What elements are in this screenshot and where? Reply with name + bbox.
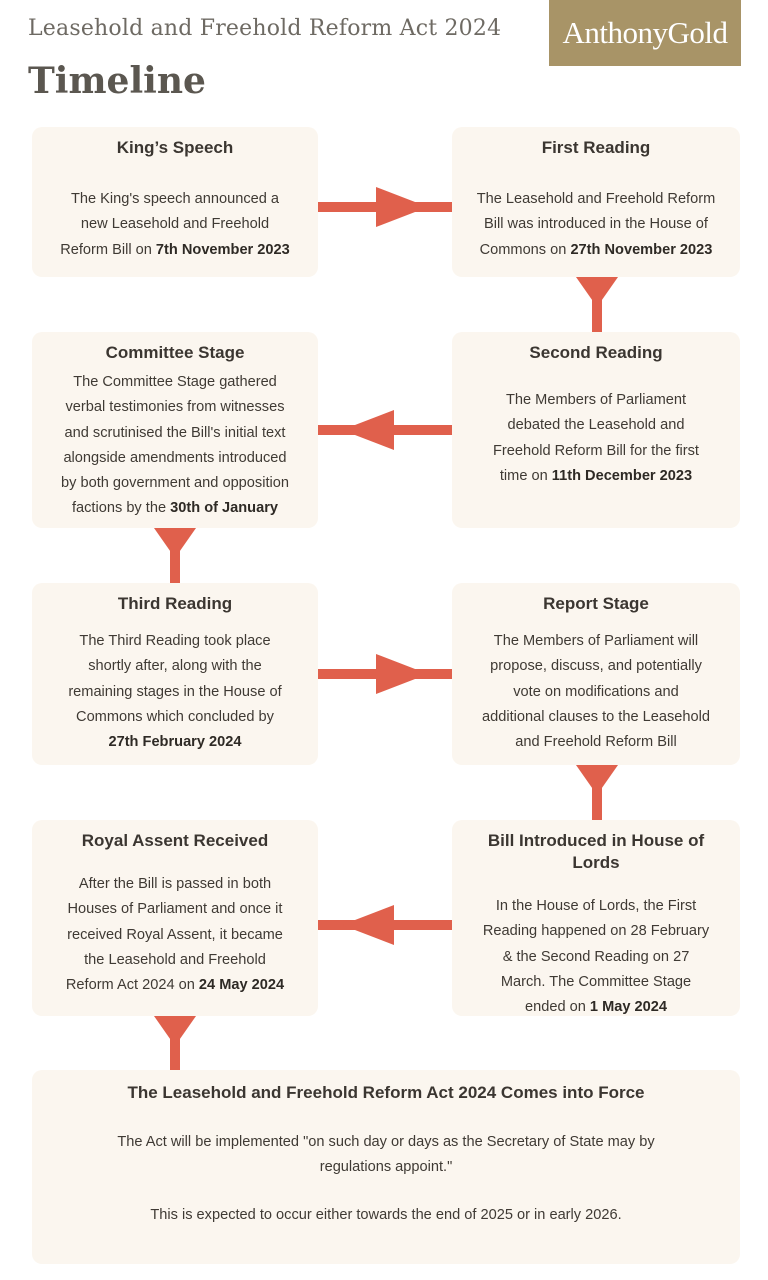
body-text: received Royal Assent, it became [67, 926, 283, 943]
card-body [44, 370, 306, 522]
body-text: Commons on [479, 241, 571, 258]
body-text: After the Bill is passed in both [78, 876, 272, 892]
card-body-line [464, 464, 728, 489]
card-body-line [44, 973, 306, 998]
card-title: Second Reading [529, 343, 663, 362]
card-body-line [44, 629, 306, 654]
card-body-line [464, 730, 728, 755]
card-body-line [44, 897, 306, 922]
card-body-line [464, 970, 728, 995]
card-title: Report Stage [543, 594, 649, 613]
body-text: The Third Reading took place [79, 633, 271, 649]
card-body [464, 187, 728, 263]
card-body-line [464, 187, 728, 212]
paragraph-line: regulations appoint." [319, 1159, 453, 1176]
body-text: Freehold Reform Bill for the first [492, 442, 699, 459]
body-text: and scrutinised the Bill's initial text [64, 424, 286, 441]
card-body [464, 388, 728, 489]
body-text: The Committee Stage gathered [73, 374, 277, 390]
arrow-down-icon [576, 765, 618, 820]
body-text: Commons which concluded by [76, 708, 274, 725]
paragraph-line: The Act will be implemented "on such day or days as the Secretary of State may by [117, 1134, 655, 1150]
body-text: propose, discuss, and potentially [490, 658, 702, 675]
card-body-line [464, 238, 728, 263]
card-body-line [464, 212, 728, 237]
card-kings-speech [32, 127, 318, 277]
card-title: Third Reading [117, 594, 233, 613]
body-text: The King's speech announced a [70, 191, 280, 207]
highlighted-date: 27th November 2023 [570, 241, 713, 258]
card-body-line [464, 654, 728, 679]
body-text: verbal testimonies from witnesses [65, 399, 285, 416]
card-third-reading [32, 583, 318, 765]
card-comes-into-force [32, 1070, 740, 1264]
body-text: time on [499, 467, 552, 484]
card-body-line [44, 370, 306, 395]
card-body-line [464, 919, 728, 944]
body-text: alongside amendments introduced [63, 449, 287, 466]
arrow-down-icon [576, 277, 618, 332]
card-body-line [464, 945, 728, 970]
card-body-line [44, 395, 306, 420]
body-text: Reform Act 2024 on [65, 977, 199, 994]
highlighted-date: 24 May 2024 [198, 977, 285, 994]
card-body-line [44, 680, 306, 705]
card-body-line [44, 923, 306, 948]
body-text: ended on [524, 999, 590, 1016]
card-title: The Leasehold and Freehold Reform Act 2024 Comes into Force [127, 1083, 645, 1102]
body-text: Houses of Parliament and once it [67, 901, 283, 918]
arrow-down-icon [154, 1016, 196, 1070]
card-body-line [464, 388, 728, 413]
body-text: In the House of Lords, the First [495, 898, 697, 914]
card-body-line [44, 948, 306, 973]
header-subtitle: Leasehold and Freehold Reform Act 2024 [28, 16, 502, 41]
page-title: Timeline [28, 60, 206, 102]
card-title: King’s Speech [116, 138, 234, 157]
body-text: The Leasehold and Freehold Reform [476, 191, 716, 207]
highlighted-date: 1 May 2024 [589, 999, 668, 1016]
card-title: First Reading [541, 138, 651, 157]
card-body-line [464, 439, 728, 464]
card-body-line [464, 894, 728, 919]
card-committee-stage [32, 332, 318, 528]
body-text: The Members of Parliament will [493, 633, 699, 649]
card-report-stage [452, 583, 740, 765]
body-text: additional clauses to the Leasehold [482, 708, 710, 725]
card-body-line [464, 680, 728, 705]
card-body [464, 894, 728, 1020]
card-body-paragraph-2: This is expected to occur either towards the end of 2025 or in early 2026. [150, 1206, 622, 1223]
card-title: Committee Stage [105, 343, 245, 362]
card-body-line [44, 654, 306, 679]
card-body-line [44, 705, 306, 730]
arrow-right-icon [318, 187, 452, 227]
card-body-line [44, 421, 306, 446]
card-body-line [44, 446, 306, 471]
card-title: Royal Assent Received [81, 831, 269, 850]
body-text: vote on modifications and [513, 683, 679, 700]
body-text: March. The Committee Stage [500, 973, 692, 990]
highlighted-date: 27th February 2024 [108, 734, 242, 751]
arrow-right-icon [318, 654, 452, 694]
arrow-down-icon [154, 528, 196, 583]
body-text: the Leasehold and Freehold [84, 951, 266, 968]
body-text: debated the Leasehold and [507, 417, 685, 434]
card-body-line [44, 187, 306, 212]
card-body-line [44, 730, 306, 755]
card-second-reading [452, 332, 740, 528]
card-body-line [44, 471, 306, 496]
card-title: Bill Introduced in House of Lords [487, 831, 705, 872]
card-body-line [44, 872, 306, 897]
body-text: new Leasehold and Freehold [80, 216, 270, 233]
arrow-left-icon [318, 410, 452, 450]
highlighted-date: 30th of January [170, 500, 279, 517]
card-body-line [44, 212, 306, 237]
body-text: & the Second Reading on 27 [502, 948, 690, 965]
card-body-line [44, 496, 306, 521]
body-text: factions by the [71, 500, 171, 517]
body-text: Reading happened on 28 February [482, 923, 710, 940]
highlighted-date: 7th November 2023 [155, 241, 290, 258]
body-text: Bill was introduced in the House of [484, 216, 708, 233]
card-body [44, 872, 306, 998]
body-text: and Freehold Reform Bill [515, 734, 677, 751]
card-body-paragraph-1 [72, 1130, 700, 1181]
arrow-left-icon [318, 905, 452, 945]
highlighted-date: 11th December 2023 [551, 467, 693, 484]
card-body [464, 629, 728, 755]
body-text: The Members of Parliament [505, 392, 687, 408]
card-house-of-lords [452, 820, 740, 1016]
anthonygold-logo: AnthonyGold [549, 0, 741, 66]
card-body-line [464, 629, 728, 654]
body-text: remaining stages in the House of [68, 683, 282, 700]
body-text: Reform Bill on [60, 241, 156, 258]
card-royal-assent [32, 820, 318, 1016]
body-text: shortly after, along with the [88, 658, 262, 675]
card-body-line [464, 995, 728, 1020]
card-body [44, 187, 306, 263]
card-body [44, 629, 306, 755]
card-body-line [464, 705, 728, 730]
card-body-line [44, 238, 306, 263]
card-first-reading [452, 127, 740, 277]
body-text: by both government and opposition [61, 475, 289, 492]
card-body-line [464, 413, 728, 438]
